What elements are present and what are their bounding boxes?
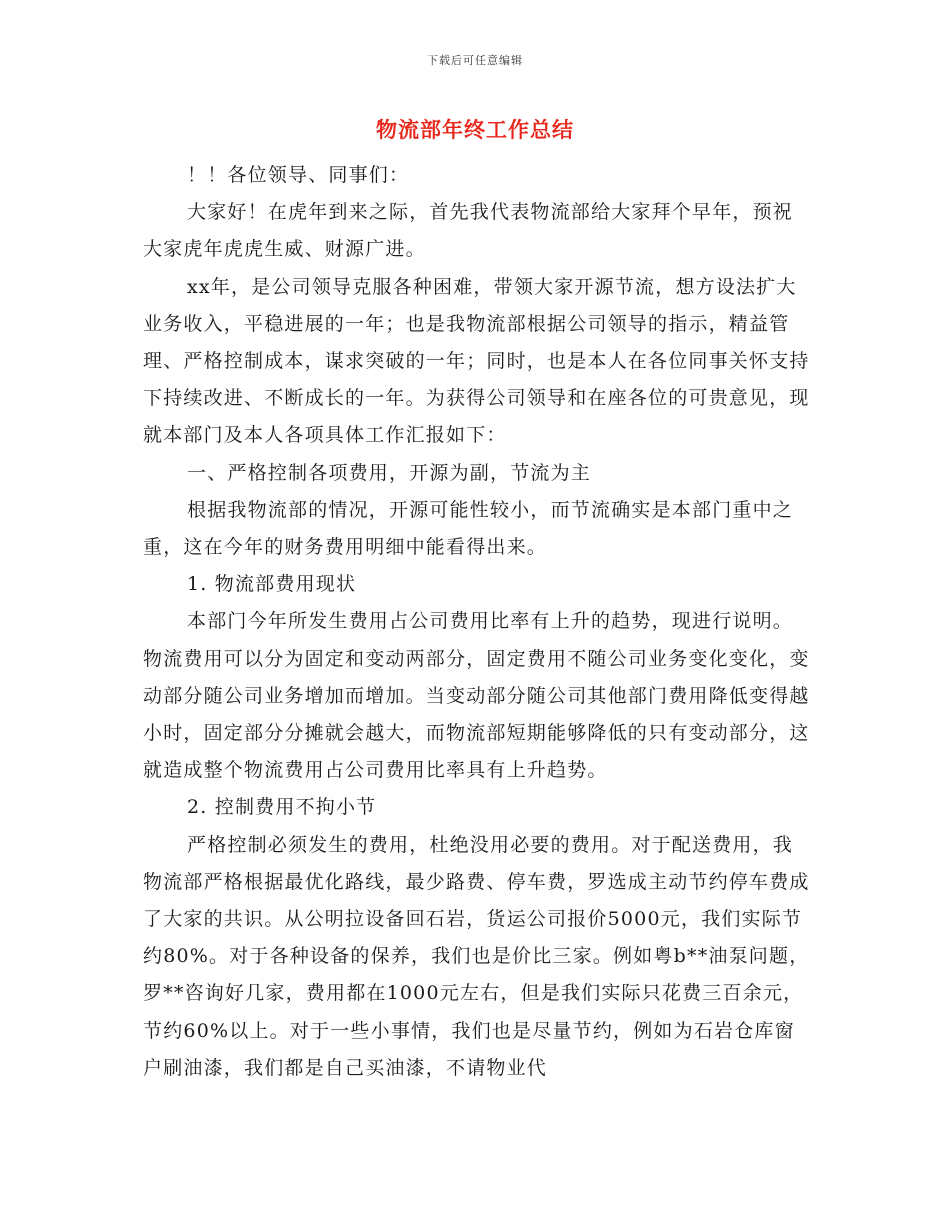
summary-paragraph: xx年，是公司领导克服各种困难，带领大家开源节流，想方设法扩大业务收入，平稳进展的一年；也是我物流部根据公司领导的指示，精益管理、严格控制成本，谋求突破的一年；同时，也是本人在各位同事关怀支持下持续改进、不断成长的一年。为获得公司领导和在座各位的可贵意见，现就本部门及本人各项具体工作汇报如下： [143,275,810,447]
section-heading-1: 一、严格控制各项费用，开源为副，节流为主 [187,461,592,484]
subsection-1-paragraph: 本部门今年所发生费用占公司费用比率有上升的趋势，现进行说明。物流费用可以分为固定和变动两部分，固定费用不随公司业务变化变化，变动部分随公司业务增加而增加。当变动部分随公司其他部门费用降低变得越小时，固定部分分摊就会越大，而物流部短期能够降低的只有变动部分，这就造成整个物流费用占公司费用比率具有上升趋势。 [143,610,810,782]
opening-paragraph: 大家好！在虎年到来之际，首先我代表物流部给大家拜个早年，预祝大家虎年虎虎生威、财源广进。 [143,201,794,261]
page-header: 下载后可任意编辑 [427,54,523,67]
document-body [143,157,811,1087]
subsection-heading-1: 1. 物流部费用现状 [187,573,357,596]
subsection-heading-2: 2. 控制费用不拘小节 [187,796,377,819]
subsection-2-paragraph: 严格控制必须发生的费用，杜绝没用必要的费用。对于配送费用，我物流部严格根据最优化路线，最少路费、停车费，罗选成主动节约停车费成了大家的共识。从公明拉设备回石岩，货运公司报价5000元，我们实际节约80%。对于各种设备的保养，我们也是价比三家。例如粤b**油泵问题，罗**咨询好几家，费用都在1000元左右，但是我们实际只花费三百余元，节约60%以上。对于一些小事情，我们也是尽量节约，例如为石岩仓库窗户刷油漆，我们都是自己买油漆，不请物业代 [143,833,810,1079]
document-title: 物流部年终工作总结 [376,117,574,142]
greeting-paragraph: ！！各位领导、同事们： [187,164,410,186]
section-1-paragraph: 根据我物流部的情况，开源可能性较小，而节流确实是本部门重中之重，这在今年的财务费用明细中能看得出来。 [143,498,794,559]
